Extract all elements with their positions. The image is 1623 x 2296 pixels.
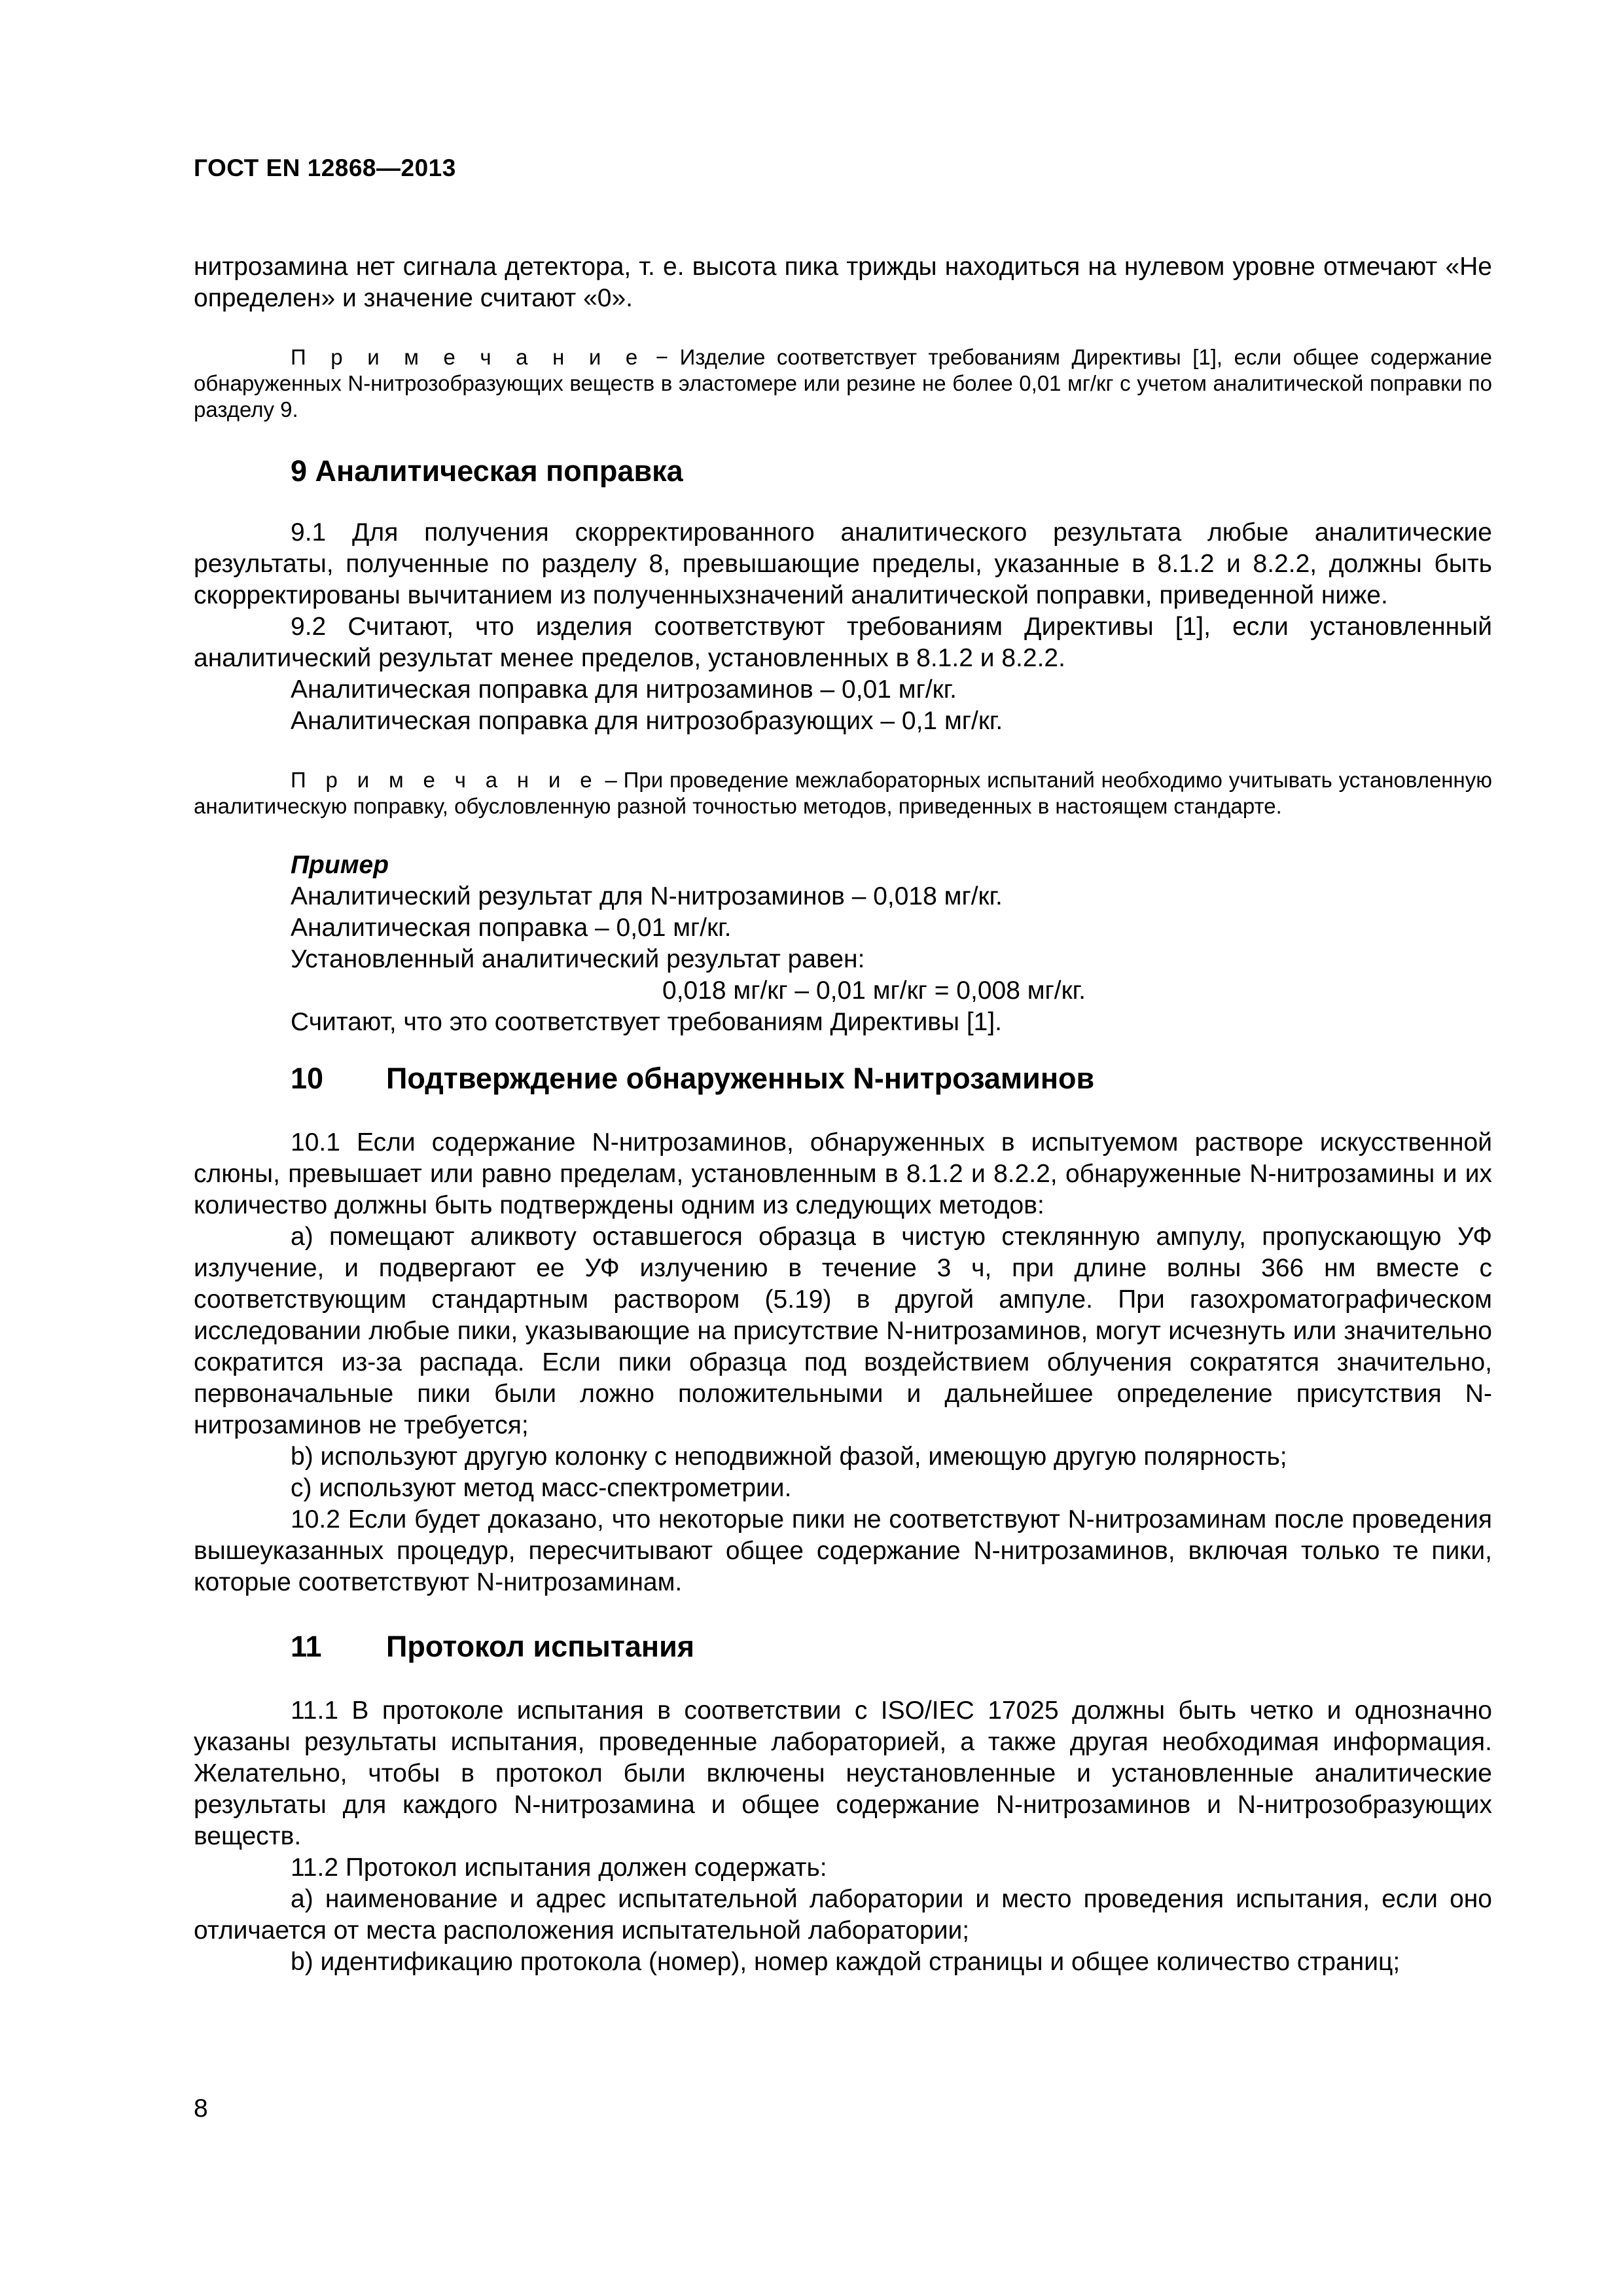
example-line-5: Считают, что это соответствует требованиям Директивы [1]. bbox=[291, 1008, 1003, 1036]
section-9-2: 9.2 Считают, что изделия соответствуют требованиям Директивы [1], если установленный аналитический результат менее пределов, установленных в 8.1.2 и 8.2.2. bbox=[194, 613, 1492, 672]
intro-paragraph: нитрозамина нет сигнала детектора, т. е. высота пика трижды находиться на нулевом уровне отмечают «Не определен» и значение считают «0». bbox=[194, 253, 1492, 312]
section-10-item-c: c) используют метод масс-спектрометрии. bbox=[291, 1474, 792, 1502]
document-body bbox=[194, 251, 1492, 1978]
example-title: Пример bbox=[291, 851, 389, 879]
note-label: П р и м е ч а н и е bbox=[291, 768, 599, 792]
section-11-heading bbox=[194, 1628, 1492, 1665]
note-text: − Изделие соответствует требованиям Директивы [1], если общее содержание обнаруженных N-нитрозобразующих веществ в эластомере или резине не более 0,01 мг/кг с учетом аналитической поправки по разделу 9. bbox=[194, 345, 1492, 422]
note-2 bbox=[194, 767, 1492, 819]
example-line-1: Аналитический результат для N-нитрозаминов – 0,018 мг/кг. bbox=[291, 882, 1003, 910]
section-9-correction-nitrosamines: Аналитическая поправка для нитрозаминов – 0,01 мг/кг. bbox=[291, 675, 957, 704]
section-number: 10 bbox=[291, 1062, 324, 1095]
section-11-1: 11.1 В протоколе испытания в соответствии с ISO/IEC 17025 должны быть четко и однозначно указаны результаты испытания, проведенные лабораторией, а также другая необходимая информация. Желательно, чтобы в протокол были включены неустановленные и установленные аналитические результаты для каждого N-нитрозамина и общее содержание N-нитрозаминов и N-нитрозобразующих веществ. bbox=[194, 1696, 1492, 1850]
section-10-heading bbox=[194, 1060, 1492, 1097]
section-11-2: 11.2 Протокол испытания должен содержать: bbox=[291, 1854, 827, 1882]
document-header: ГОСТ EN 12868—2013 bbox=[194, 154, 456, 181]
section-9-correction-nitrosatables: Аналитическая поправка для нитрозобразующих – 0,1 мг/кг. bbox=[291, 707, 1003, 735]
note-label: П р и м е ч а н и е bbox=[291, 345, 645, 369]
section-10-item-a: а) помещают аликвоту оставшегося образца в чистую стеклянную ампулу, пропускающую УФ излучение, и подвергают ее УФ излучению в течение 3 ч, при длине волны 366 нм вместе с соответствующим стандартным раствором (5.19) в другой ампуле. При газохроматографическом исследовании любые пики, указывающие на присутствие N-нитрозаминов, могут исчезнуть или значительно сократится из-за распада. Если пики образца под воздействием облучения сократятся значительно, первоначальные пики были ложно положительными и дальнейшее определение присутствия N-нитрозаминов не требуется; bbox=[194, 1223, 1492, 1439]
section-10-2: 10.2 Если будет доказано, что некоторые пики не соответствуют N-нитрозаминам после проведения вышеуказанных процедур, пересчитывают общее содержание N-нитрозаминов, включая только те пики, которые соответствуют N-нитрозаминам. bbox=[194, 1505, 1492, 1596]
section-title: Протокол испытания bbox=[386, 1630, 694, 1663]
example-line-3: Установленный аналитический результат равен: bbox=[291, 945, 865, 973]
section-9-1: 9.1 Для получения скорректированного аналитического результата любые аналитические результаты, полученные по разделу 8, превышающие пределы, указанные в 8.1.2 и 8.2.2, должны быть скорректированы вычитанием из полученныхзначений аналитической поправки, приведенной ниже. bbox=[194, 518, 1492, 609]
example-line-2: Аналитическая поправка – 0,01 мг/кг. bbox=[291, 914, 732, 942]
section-9-heading: 9 Аналитическая поправка bbox=[291, 454, 683, 488]
section-10-item-b: b) используют другую колонку с неподвижной фазой, имеющую другую полярность; bbox=[291, 1443, 1287, 1471]
section-11-item-b: b) идентификацию протокола (номер), номер каждой страницы и общее количество страниц; bbox=[291, 1948, 1400, 1976]
note-1 bbox=[194, 344, 1492, 423]
section-number: 11 bbox=[291, 1630, 322, 1663]
page-number: 8 bbox=[194, 2094, 208, 2123]
section-10-1: 10.1 Если содержание N-нитрозаминов, обнаруженных в испытуемом растворе искусственной слюны, превышает или равно пределам, установленным в 8.1.2 и 8.2.2, обнаруженные N-нитрозамины и их количество должны быть подтверждены одним из следующих методов: bbox=[194, 1128, 1492, 1219]
note-text: – При проведение межлабораторных испытаний необходимо учитывать установленную аналитическую поправку, обусловленную разной точностью методов, приведенных в настоящем стандарте. bbox=[194, 768, 1492, 818]
example-formula: 0,018 мг/кг – 0,01 мг/кг = 0,008 мг/кг. bbox=[662, 977, 1086, 1005]
section-title: Подтверждение обнаруженных N-нитрозаминов bbox=[386, 1062, 1095, 1095]
section-11-item-a: а) наименование и адрес испытательной лаборатории и место проведения испытания, если оно отличается от места расположения испытательной лаборатории; bbox=[194, 1885, 1492, 1945]
